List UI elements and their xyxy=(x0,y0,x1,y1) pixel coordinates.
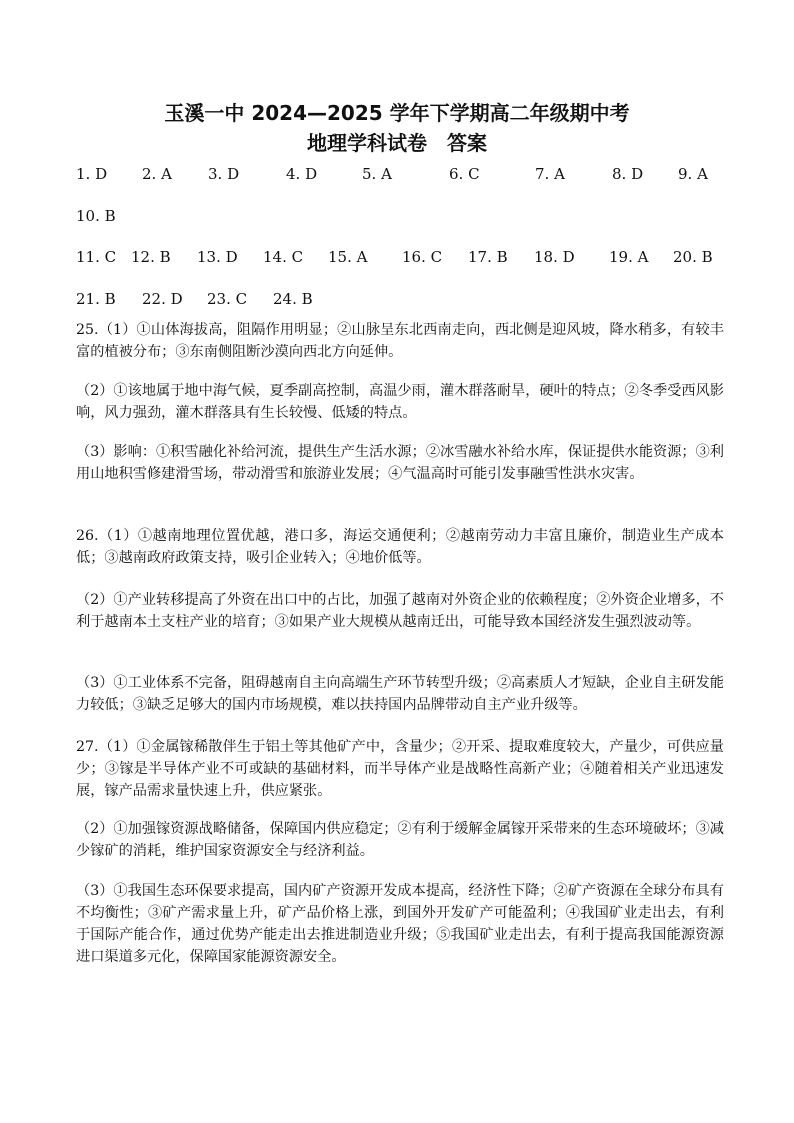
answer-27-part-1: 27.（1）①金属镓稀散伴生于铝土等其他矿产中，含量少；②开采、提取难度较大，产量少，可供应量少；③镓是半导体产业不可或缺的基础材料，而半导体产业是战略性高新产业；④随着相关产业迅速发展，镓产品需求量快速上升，供应紧张。 xyxy=(76,739,724,799)
mcq-answer: 21. B xyxy=(76,290,116,308)
mcq-answer: 17. B xyxy=(468,248,508,266)
answer-25-part-2: （2）①该地属于地中海气候，夏季副高控制，高温少雨，灌木群落耐旱，硬叶的特点；②冬季受西风影响，风力强劲，灌木群落具有生长较慢、低矮的特点。 xyxy=(76,383,724,421)
document-subtitle: 地理学科试卷 答案 xyxy=(307,131,487,155)
mcq-answer: 20. B xyxy=(673,248,713,266)
mcq-answer: 5. A xyxy=(362,165,392,183)
document-title: 玉溪一中 2024—2025 学年下学期高二年级期中考 xyxy=(164,101,630,125)
mcq-answer: 3. D xyxy=(208,165,240,183)
mcq-answer: 8. D xyxy=(612,165,644,183)
answer-27-part-3: （3）①我国生态环保要求提高，国内矿产资源开发成本提高，经济性下降；②矿产资源在全球分布具有不均衡性；③矿产需求量上升，矿产品价格上涨，到国外开发矿产可能盈利；④我国矿业走出去，有利于国际产能合作，通过优势产能走出去推进制造业升级；⑤我国矿业走出去，有利于提高我国能源资源进口渠道多元化，保障国家能源资源安全。 xyxy=(76,883,724,965)
answer-27-part-2: （2）①加强镓资源战略储备，保障国内供应稳定；②有利于缓解金属镓开采带来的生态环境破坏；③减少镓矿的消耗，维护国家资源安全与经济利益。 xyxy=(76,821,724,859)
mcq-answer: 22. D xyxy=(142,290,183,308)
mcq-answer: 4. D xyxy=(286,165,318,183)
answer-26-part-2: （2）①产业转移提高了外资在出口中的占比，加强了越南对外资企业的依赖程度；②外资企业增多，不利于越南本土支柱产业的培育；③如果产业大规模从越南迁出，可能导致本国经济发生强烈波动等。 xyxy=(76,592,724,630)
mcq-answer: 6. C xyxy=(449,165,480,183)
mcq-answer: 1. D xyxy=(76,165,108,183)
answer-25-part-1: 25.（1）①山体海拔高，阻隔作用明显；②山脉呈东北西南走向，西北侧是迎风坡，降水稍多，有较丰富的植被分布；③东南侧阻断沙漠向西北方向延伸。 xyxy=(76,322,724,360)
mcq-answer: 24. B xyxy=(273,290,313,308)
mcq-answer: 7. A xyxy=(535,165,565,183)
mcq-answer: 11. C xyxy=(76,248,117,266)
mcq-answer: 14. C xyxy=(263,248,304,266)
mcq-answer: 15. A xyxy=(328,248,368,266)
mcq-answer: 23. C xyxy=(207,290,248,308)
answer-26-part-3: （3）①工业体系不完备，阻碍越南自主向高端生产环节转型升级；②高素质人才短缺，企业自主研发能力较低；③缺乏足够大的国内市场规模，难以扶持国内品牌带动自主产业升级等。 xyxy=(76,675,724,713)
mcq-answer: 10. B xyxy=(76,207,116,225)
mcq-answer: 13. D xyxy=(197,248,238,266)
mcq-answer: 9. A xyxy=(678,165,708,183)
mcq-answer: 19. A xyxy=(609,248,649,266)
mcq-answer: 12. B xyxy=(131,248,171,266)
mcq-answer: 16. C xyxy=(402,248,443,266)
mcq-answer: 18. D xyxy=(534,248,575,266)
answer-25-part-3: （3）影响：①积雪融化补给河流，提供生产生活水源；②冰雪融水补给水库，保证提供水能资源；③利用山地积雪修建滑雪场，带动滑雪和旅游业发展；④气温高时可能引发事融雪性洪水灾害。 xyxy=(76,444,724,482)
mcq-answer: 2. A xyxy=(142,165,172,183)
answer-26-part-1: 26.（1）①越南地理位置优越，港口多，海运交通便利；②越南劳动力丰富且廉价，制造业生产成本低；③越南政府政策支持，吸引企业转入；④地价低等。 xyxy=(76,528,724,566)
